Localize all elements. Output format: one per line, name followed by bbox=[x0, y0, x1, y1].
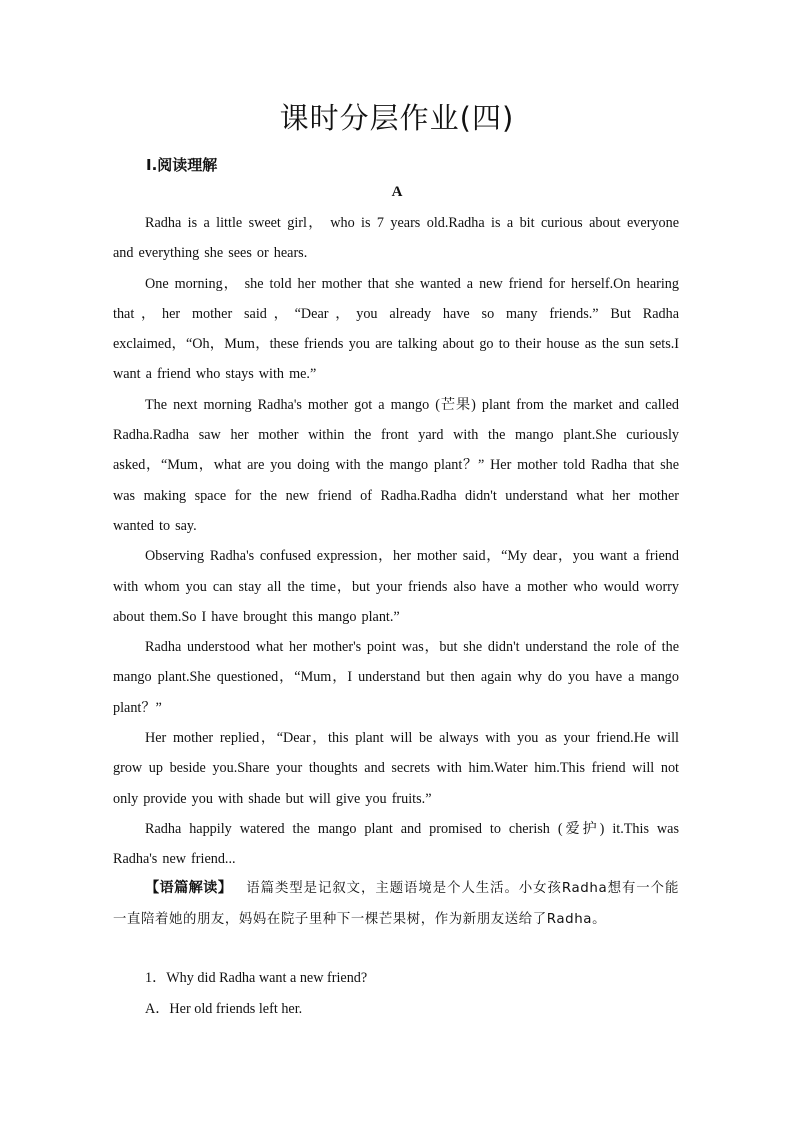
section-heading: Ⅰ.阅读理解 bbox=[146, 156, 218, 174]
paragraph-5: Radha understood what her mother's point was，but she didn't understand the role of the mango plant.She questioned，“Mum，I understand but then again why do you have a mango plant？” bbox=[113, 639, 679, 716]
question-1-stem: 1．Why did Radha want a new friend? bbox=[145, 970, 368, 986]
paragraph-2: One morning， she told her mother that she wanted a new friend for herself.On hearing that，her mother said，“Dear，you already have so many friends.” But Radha exclaimed，“Oh，Mum，these friends you are talking about go to their house as the sun sets.I want a friend who stays with me.” bbox=[113, 275, 679, 383]
passage-label: A bbox=[391, 184, 403, 200]
paragraph-6: Her mother replied，“Dear，this plant will be always with you as your friend.He will grow up beside you.Share your thoughts and secrets with him.Water him.This friend will not only provide you with shade but will give you fruits.” bbox=[113, 730, 679, 807]
analysis-tag: 【语篇解读】 bbox=[145, 880, 233, 896]
paragraph-3: The next morning Radha's mother got a mango (芒果) plant from the market and called Radha.Radha saw her mother within the front yard with the mango plant.She curiously asked，“Mum，what are you doing with the mango plant？” Her mother told Radha that she was making space for the new friend of Radha.Radha didn't understand what her mother wanted to say. bbox=[113, 396, 679, 534]
page-title: 课时分层作业(四) bbox=[279, 101, 515, 135]
passage-body bbox=[113, 208, 679, 875]
paragraph-7: Radha happily watered the mango plant and promised to cherish (爱护) it.This was Radha's new friend... bbox=[113, 820, 679, 868]
question-1-option-a: A．Her old friends left her. bbox=[145, 1001, 303, 1017]
paragraph-4: Observing Radha's confused expression，her mother said，“My dear，you want a friend with whom you can stay all the time，but your friends also have a mother who would worry about them.So I have brought this mango plant.” bbox=[113, 548, 679, 625]
paragraph-1: Radha is a little sweet girl， who is 7 years old.Radha is a bit curious about everyone and everything she sees or hears. bbox=[113, 215, 679, 262]
analysis-content: 语篇类型是记叙文，主题语境是个人生活。小女孩Radha想有一个能一直陪着她的朋友，妈妈在院子里种下一棵芒果树，作为新朋友送给了Radha。 bbox=[113, 881, 679, 927]
passage-analysis bbox=[113, 873, 679, 935]
